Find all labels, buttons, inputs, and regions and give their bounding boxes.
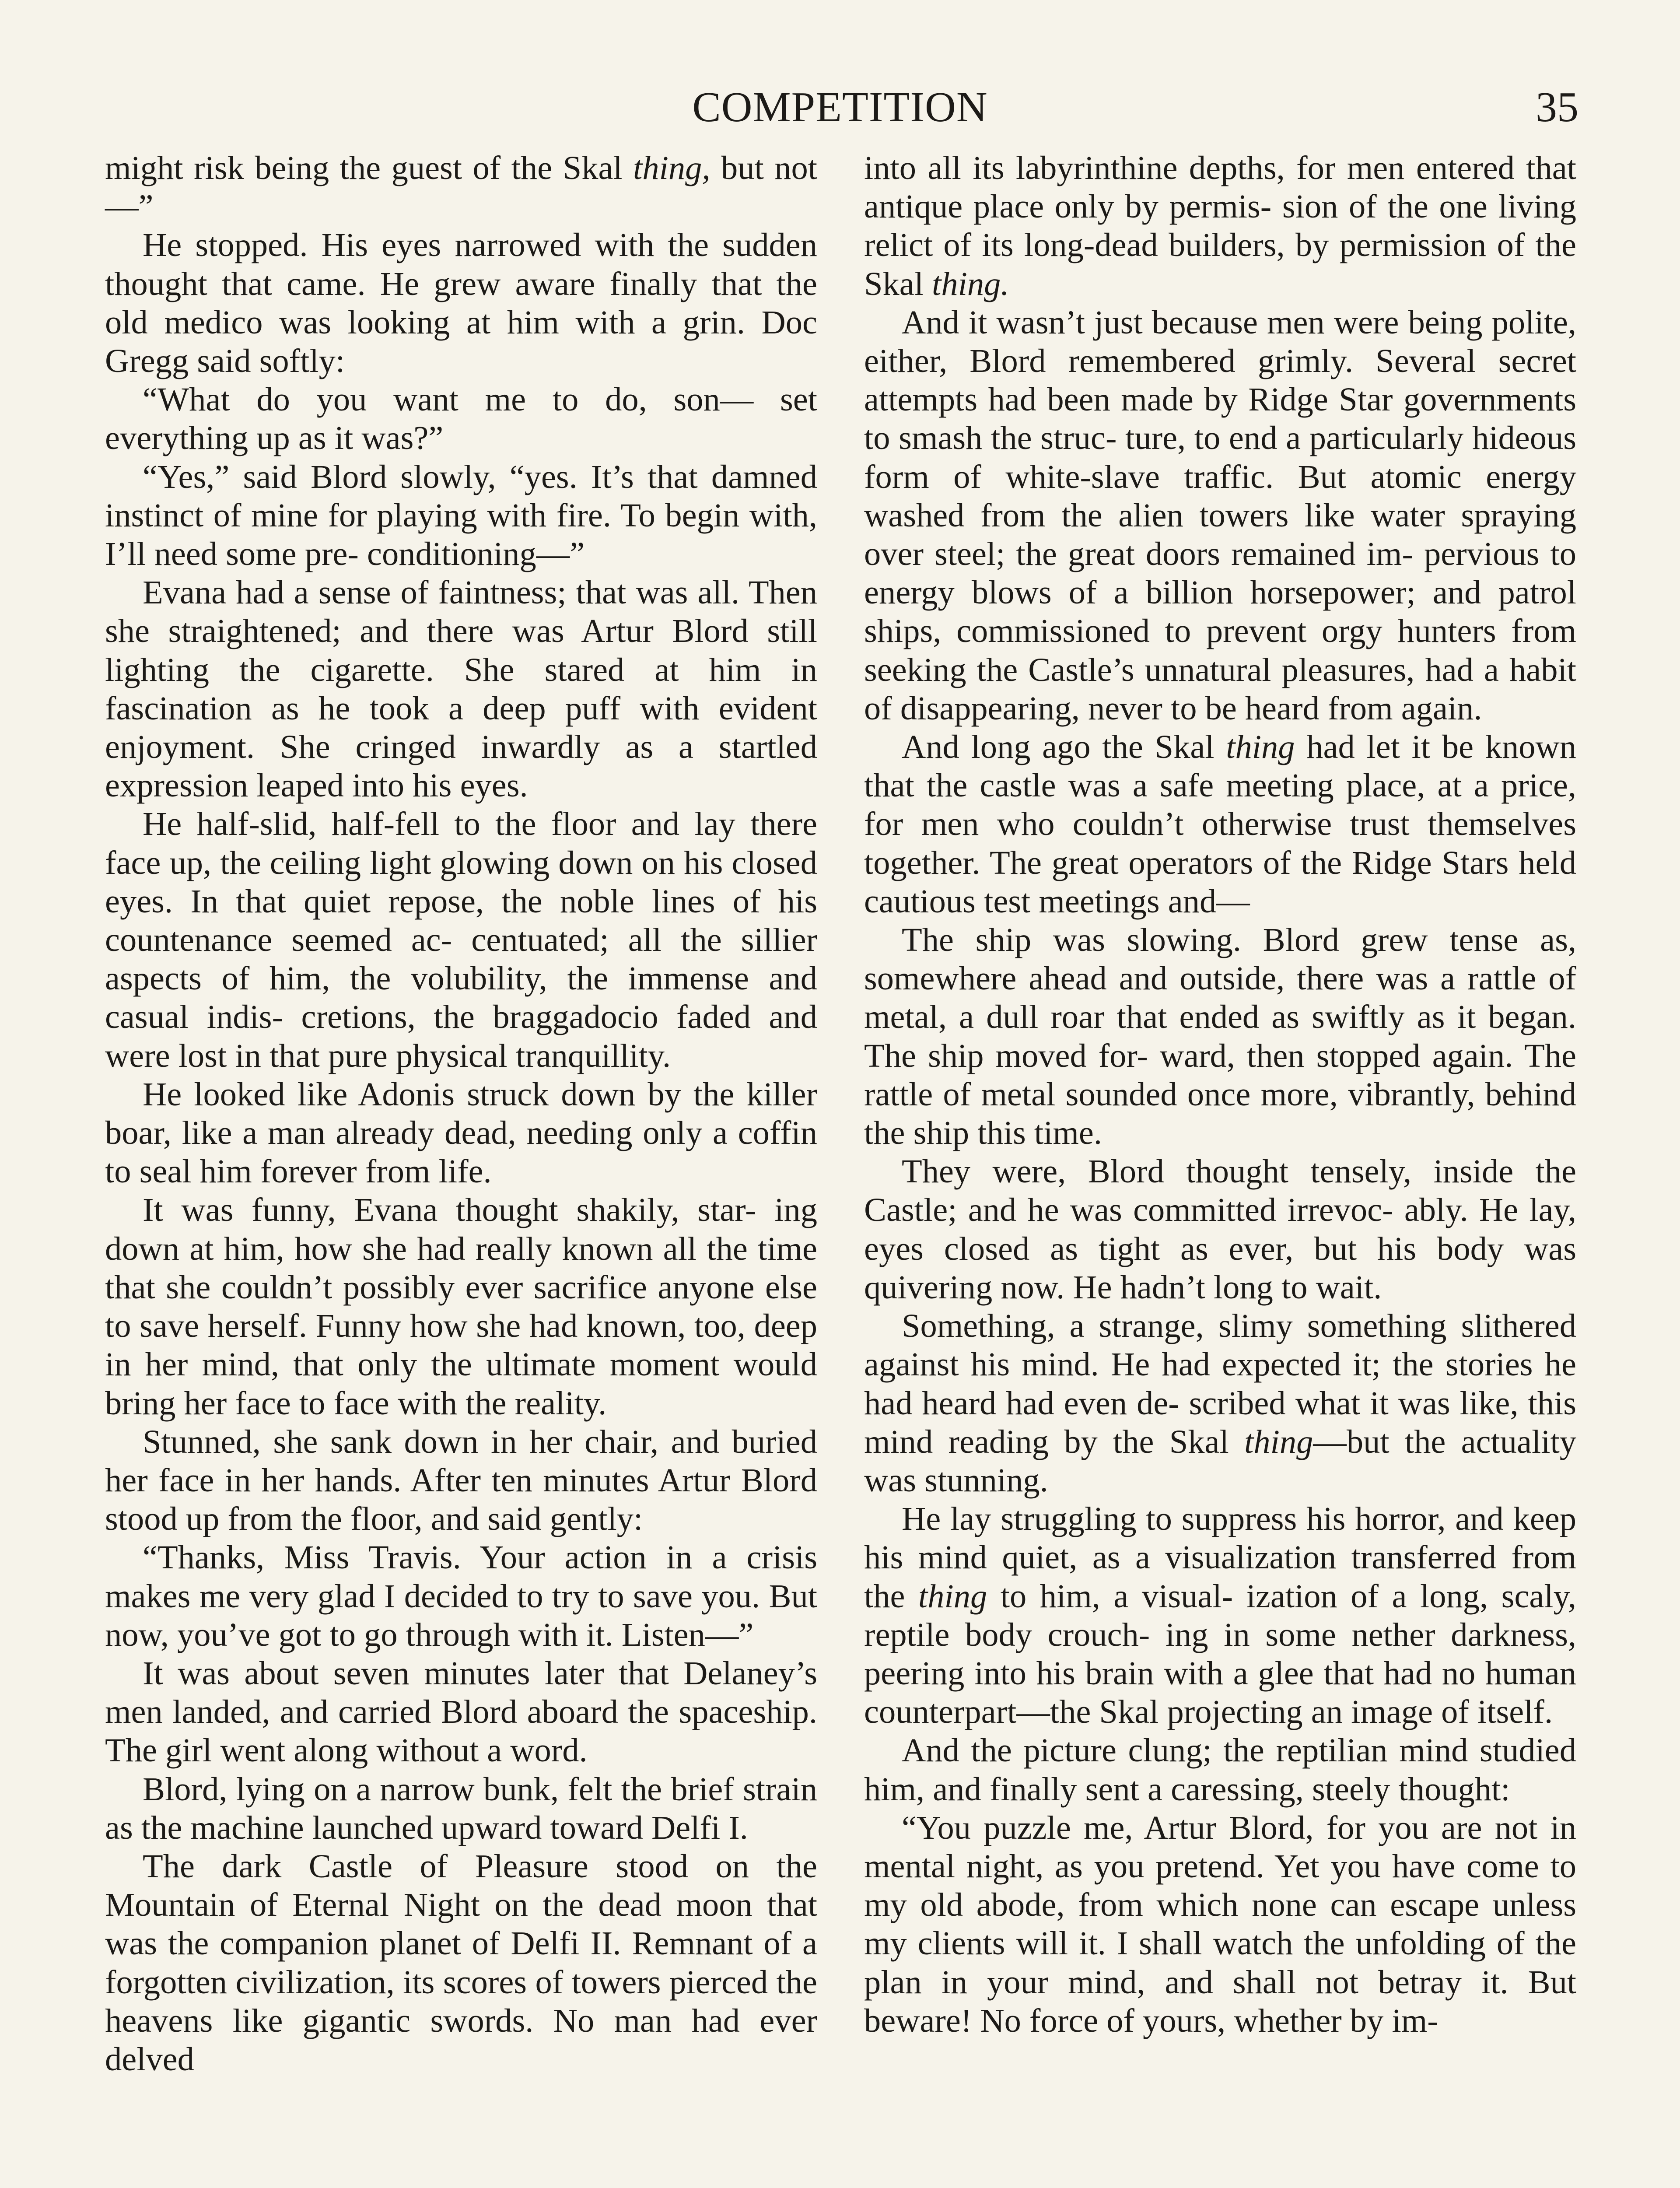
paragraph-text: “Yes,” said Blord slowly, “yes. It’s that damned instinct of mine for playing with fire. To begin with, I’ll need some pre- conditioning—” [105,458,817,573]
paragraph [105,1191,817,1422]
paragraph-text: They were, Blord thought tensely, inside the Castle; and he was committed irrevoc- ably. He lay, eyes closed as tight as ever, but his body was quivering now. He hadn’t long to wait. [864,1153,1576,1306]
paragraph [105,573,817,805]
paragraph [864,1731,1576,1808]
paragraph [105,1847,817,2079]
paragraph-text: —but the actuality was stunning. [864,1423,1577,1499]
paragraph-text: might risk being the guest of the Skal [105,149,634,186]
paragraph-text: He looked like Adonis struck down by the killer boar, like a man already dead, needing only a coffin to seal him forever from life. [105,1075,817,1190]
paragraph [864,921,1576,1152]
paragraph-text: Blord, lying on a narrow bunk, felt the brief strain as the machine launched upward toward Delfi I. [105,1770,817,1846]
paragraph [864,1809,1576,2040]
paragraph [105,226,817,380]
paragraph-text: The dark Castle of Pleasure stood on the Mountain of Eternal Night on the dead moon that was the companion planet of Delfi II. Remnant of a forgotten civilization, its scores of towers pierced the heavens like gigantic swords. No man had ever delved [105,1847,817,2078]
paragraph-text: “Thanks, Miss Travis. Your action in a crisis makes me very glad I decided to try to save you. But now, you’ve got to go through with it. Listen—” [105,1539,817,1653]
italic-text: thing. [932,265,1009,302]
paragraph-text: Evana had a sense of faintness; that was all. Then she straightened; and there was Artur Blord still lighting the cigarette. She stared at him in fascination as he took a deep puff with evident enjoyment. She cringed inwardly as a startled expression leaped into his eyes. [105,574,817,804]
paragraph-text: but not—” [105,149,817,225]
italic-text: thing [1226,728,1295,766]
paragraph [105,458,817,574]
paragraph [864,149,1576,303]
paragraph [864,1307,1576,1500]
paragraph-text: He half-slid, half-fell to the floor and lay there face up, the ceiling light glowing down on his closed eyes. In that quiet repose, the noble lines of his countenance seemed ac- centuated; all the sillier aspects of him, the volubility, the immense and casual indis- cretions, the braggadocio faded and were lost in that pure physical tranquillity. [105,805,817,1074]
italic-text: thing [1244,1423,1313,1460]
text-column-left [105,149,817,2079]
text-column-right [864,149,1576,2040]
paragraph [105,805,817,1075]
paragraph [864,303,1576,728]
paragraph-text: “What do you want me to do, son— set everything up as it was?” [105,381,817,457]
paragraph [105,1770,817,1847]
paragraph-text: It was about seven minutes later that Delaney’s men landed, and carried Blord aboard the spaceship. The girl went along without a word. [105,1654,817,1769]
paragraph-text: It was funny, Evana thought shakily, star- ing down at him, how she had really known all the time that she couldn’t possibly ever sacrifice anyone else to save herself. Funny how she had known, too, deep in her mind, that only the ultimate moment would bring her face to face with the reality. [105,1191,817,1422]
italic-text: thing [918,1577,987,1615]
paragraph-text: The ship was slowing. Blord grew tense as, somewhere ahead and outside, there was a rattle of metal, a dull roar that ended as swiftly as it began. The ship moved for- ward, then stopped again. The rattle of metal sounded once more, vibrantly, behind the ship this time. [864,921,1576,1152]
paragraph [864,1500,1576,1731]
running-title: COMPETITION [692,84,988,131]
paragraph [105,1654,817,1770]
paragraph-text: He stopped. His eyes narrowed with the sudden thought that came. He grew aware finally that the old medico was looking at him with a grin. Doc Gregg said softly: [105,226,817,380]
page-header [0,81,1680,133]
paragraph-text: And it wasn’t just because men were being polite, either, Blord remembered grimly. Several secret attempts had been made by Ridge Star governments to smash the struc- ture, to end a particularly hideous form of white-slave traffic. But atomic energy washed from the alien towers like water spraying over steel; the great doors remained im- pervious to energy blows of a billion horsepower; and patrol ships, commissioned to prevent orgy hunters from seeking the Castle’s unnatural pleasures, had a habit of disappearing, never to be heard from again. [864,303,1576,727]
paragraph [105,1538,817,1654]
paragraph-text: Something, a strange, slimy something slithered against his mind. He had expected it; the stories he had heard had even de- scribed what it was like, this mind reading by the Skal [864,1307,1576,1460]
paragraph [105,1075,817,1191]
paragraph [864,728,1576,921]
paragraph-text: “You puzzle me, Artur Blord, for you are not in mental night, as you pretend. Yet you have come to my old abode, from which none can escape unless my clients will it. I shall watch the unfolding of the plan in your mind, and shall not betray it. But beware! No force of yours, whether by im- [864,1809,1576,2039]
paragraph [105,149,817,226]
page-number: 35 [1536,84,1578,131]
italic-text: thing, [633,149,710,186]
paragraph-text: He lay struggling to suppress his horror, and keep his mind quiet, as a visualization transferred from the [864,1500,1576,1615]
paragraph [864,1152,1576,1307]
paragraph-text: And the picture clung; the reptilian mind studied him, and finally sent a caressing, steely thought: [864,1732,1576,1808]
paragraph-text: Stunned, she sank down in her chair, and buried her face in her hands. After ten minutes Artur Blord stood up from the floor, and said gently: [105,1423,817,1538]
paragraph [105,380,817,457]
paragraph-text: had let it be known that the castle was a safe meeting place, at a price, for men who couldn’t otherwise trust themselves together. The great operators of the Ridge Stars held cautious test meetings and— [864,728,1576,920]
paragraph-text: into all its labyrinthine depths, for men entered that antique place only by permis- sion of the one living relict of its long-dead builders, by permission of the Skal [864,149,1576,302]
paragraph [105,1423,817,1539]
paragraph-text: And long ago the Skal [902,728,1226,766]
paragraph-text: to him, a visual- ization of a long, scaly, reptile body crouch- ing in some nether darkness, peering into his brain with a glee that had no human counterpart—the Skal projecting an image of itself. [864,1577,1576,1731]
